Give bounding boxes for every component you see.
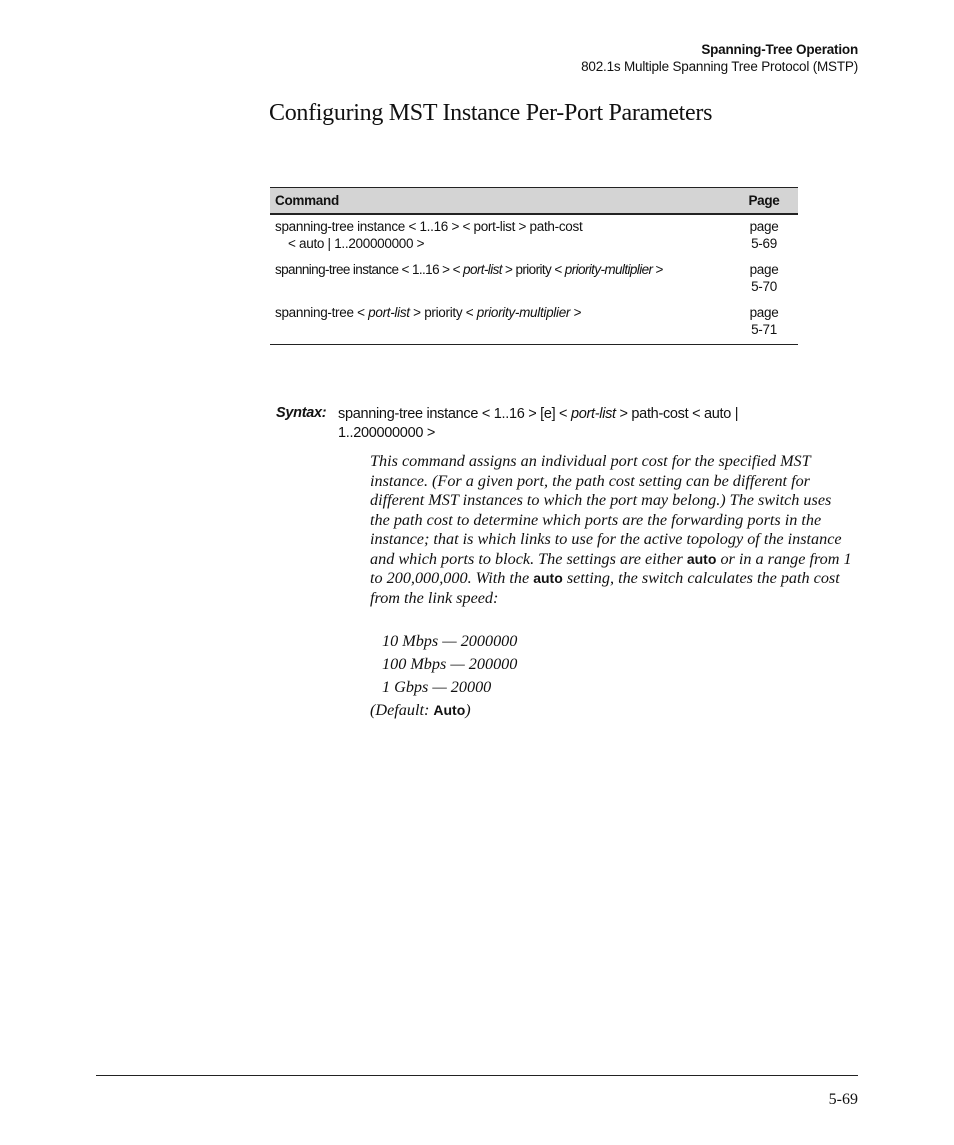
list-item: 10 Mbps — 2000000 (382, 632, 518, 650)
table-header-row (270, 188, 798, 214)
page-cell (730, 214, 798, 258)
command-description (370, 452, 854, 608)
column-header-command: Command (270, 188, 730, 214)
command-param: port-list (463, 261, 502, 277)
command-param: port-list (368, 304, 410, 320)
column-header-page: Page (730, 188, 798, 214)
command-line: spanning-tree instance < 1..16 > < port-list > path-cost (275, 218, 583, 234)
command-text: > (652, 261, 663, 277)
list-item: 100 Mbps — 200000 (382, 655, 518, 673)
default-suffix: ) (465, 701, 471, 719)
section-title: Configuring MST Instance Per-Port Parameters (269, 100, 713, 126)
table-row (270, 301, 798, 345)
table-row (270, 214, 798, 258)
page-label: page (749, 218, 779, 234)
list-item: 1 Gbps — 20000 (382, 678, 492, 696)
default-keyword: Auto (433, 702, 466, 718)
command-cell (270, 301, 730, 345)
running-header (581, 41, 858, 75)
page-cell (730, 258, 798, 301)
command-text: > (570, 304, 582, 320)
command-text: > priority < (501, 261, 565, 277)
description-text: or in a range from 1 to 200,000,000. With the (370, 549, 852, 587)
default-value (370, 699, 471, 722)
command-text: spanning-tree < (275, 304, 369, 320)
page-ref: 5-69 (751, 235, 777, 251)
page-label: page (749, 261, 779, 277)
footer-divider (96, 1075, 858, 1076)
header-chapter-title: Spanning-Tree Operation (701, 42, 858, 57)
command-text: spanning-tree instance < 1..16 > < (275, 261, 464, 277)
syntax-text: > path-cost < auto | 1..200000000 > (338, 406, 739, 441)
command-line: < auto | 1..200000000 > (288, 235, 425, 251)
keyword-auto: auto (533, 570, 563, 586)
command-param: priority-multiplier (476, 304, 571, 320)
description-text: setting, the switch calculates the path cost from the link speed: (370, 569, 840, 607)
table-row (270, 258, 798, 301)
description-text: This command assigns an individual port cost for the specified MST instance. (For a given port, the path cost setting can be different for different MST instances to which the port may belong.) The switch uses the path cost to determine which ports are the forwarding ports in the instance; that is which links to use for the active topology of the instance and which ports to block. The settings are either (370, 452, 842, 568)
syntax-command (338, 405, 808, 443)
header-section-title: 802.1s Multiple Spanning Tree Protocol (MSTP) (581, 59, 858, 74)
link-speed-list (382, 630, 517, 699)
syntax-text: spanning-tree instance < 1..16 > [e] < (338, 406, 571, 422)
syntax-label: Syntax: (276, 405, 327, 421)
syntax-param: port-list (570, 406, 616, 422)
command-cell (270, 258, 730, 301)
command-text: > priority < (409, 304, 477, 320)
default-prefix: (Default: (370, 701, 434, 719)
keyword-auto: auto (686, 550, 717, 567)
page-ref: 5-70 (751, 278, 777, 294)
page-label: page (749, 304, 779, 320)
command-table (270, 187, 798, 345)
command-cell (270, 214, 730, 258)
page-number: 5-69 (828, 1091, 858, 1108)
command-param: priority-multiplier (564, 261, 653, 277)
page-cell (730, 301, 798, 345)
page-ref: 5-71 (751, 321, 777, 337)
